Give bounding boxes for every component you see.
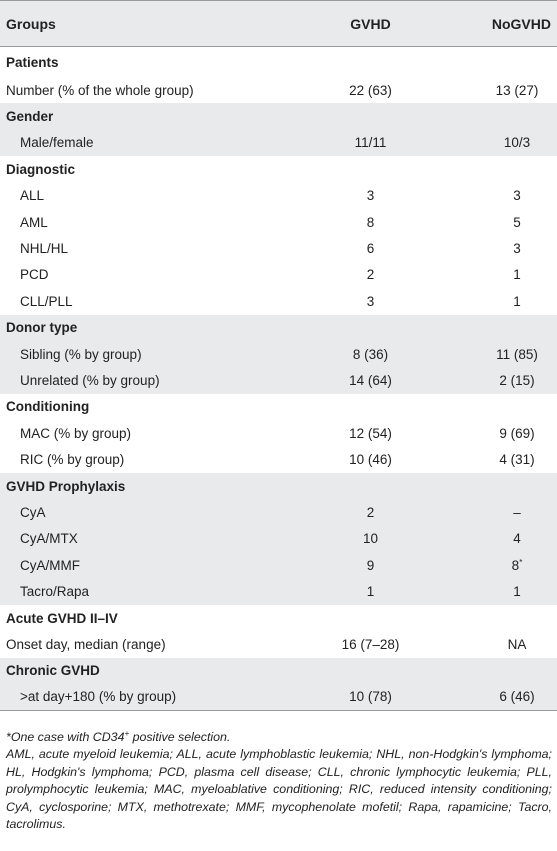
gvhd-value: 3 <box>366 188 375 204</box>
table-row <box>0 446 557 472</box>
footnote-abbreviations: AML, acute myeloid leukemia; ALL, acute lymphoblastic leukemia; NHL, non-Hodgkin's lymphoma; HL, Hodgkin's lymphoma; PCD, plasma cell disease; CLL, chronic lymphocytic leukemia; PLL, prolymphocytic leukemia; MAC, myeloablative conditioning; RIC, reduced intensity conditioning; CyA, cyclosporine; MTX, methotrexate; MMF, mycophenolate mofetil; Rapa, rapamicine; Tacro, tacrolimus. <box>6 747 552 832</box>
section-conditioning <box>0 394 557 420</box>
row-label: CLL/PLL <box>20 293 73 309</box>
nogvhd-value: 1 <box>513 584 521 600</box>
footnote-star-prefix: *One case with CD34 <box>6 730 125 744</box>
table-row <box>0 367 557 393</box>
nogvhd-value: 1 <box>513 267 521 283</box>
gvhd-value: 8 <box>366 214 375 230</box>
row-label: Tacro/Rapa <box>20 584 90 600</box>
section-title: Conditioning <box>6 399 90 415</box>
section-gvhd-prophylaxis <box>0 473 557 499</box>
row-label: >at day+180 (% by group) <box>0 684 298 710</box>
section-patients <box>0 47 557 78</box>
table-row <box>0 183 557 209</box>
table-row <box>0 288 557 314</box>
table-row <box>0 499 557 525</box>
footnote-star <box>6 729 552 746</box>
gvhd-value: 11/11 <box>354 135 387 151</box>
section-title: Donor type <box>6 320 78 336</box>
nogvhd-value: 4 (31) <box>499 452 535 468</box>
row-label: CyA <box>20 504 46 520</box>
row-label: CyA/MTX <box>20 531 78 547</box>
row-label: Number (% of the whole group) <box>6 82 194 98</box>
table-row <box>0 420 557 446</box>
table-row <box>0 235 557 261</box>
nogvhd-value: 8 <box>511 557 520 573</box>
nogvhd-value-cell <box>429 552 557 578</box>
section-title: Patients <box>6 54 59 70</box>
gvhd-value: 2 <box>366 504 375 520</box>
gvhd-value: 1 <box>366 584 375 600</box>
section-gender <box>0 103 557 129</box>
header-groups: Groups <box>0 1 298 47</box>
gvhd-value: 6 <box>366 241 375 257</box>
table-row <box>0 578 557 604</box>
footnote-star-suffix: positive selection. <box>129 730 231 744</box>
table-row <box>0 526 557 552</box>
row-label: Male/female <box>20 135 94 151</box>
gvhd-value: 14 (64) <box>349 372 392 388</box>
nogvhd-value: 5 <box>513 214 521 230</box>
nogvhd-value: 3 <box>513 241 521 257</box>
section-title: Gender <box>6 109 54 125</box>
section-title: Diagnostic <box>6 161 76 177</box>
nogvhd-value: 6 (46) <box>429 684 557 710</box>
row-label: AML <box>20 214 48 230</box>
gvhd-value: 2 <box>366 267 375 283</box>
nogvhd-value: 4 <box>513 531 521 547</box>
gvhd-value: 12 (54) <box>349 425 392 441</box>
gvhd-value: 22 (63) <box>349 82 392 98</box>
row-label: NHL/HL <box>20 241 69 257</box>
nogvhd-value: 1 <box>513 293 521 309</box>
footnote-star-sup: + <box>124 729 130 738</box>
gvhd-value: 9 <box>366 557 375 573</box>
table-row <box>0 341 557 367</box>
row-label: PCD <box>20 267 49 283</box>
section-diagnostic <box>0 156 557 182</box>
gvhd-value: 10 (46) <box>349 452 392 468</box>
row-label: ALL <box>20 188 45 204</box>
section-acute-gvhd <box>0 605 557 631</box>
section-chronic-gvhd <box>0 658 557 684</box>
table-row <box>0 552 557 578</box>
nogvhd-value: – <box>513 504 521 520</box>
gvhd-value: 16 (7–28) <box>341 636 400 652</box>
row-label: Unrelated (% by group) <box>20 372 160 388</box>
section-title: Acute GVHD II–IV <box>6 610 118 626</box>
row-label: Onset day, median (range) <box>6 636 166 652</box>
table-row <box>0 631 557 657</box>
nogvhd-value: 3 <box>513 188 521 204</box>
header-row <box>0 1 557 47</box>
section-title: Chronic GVHD <box>6 663 100 679</box>
table-row <box>0 77 557 103</box>
row-label: MAC (% by group) <box>20 425 132 441</box>
gvhd-value: 8 (36) <box>352 346 389 362</box>
row-label: CyA/MMF <box>20 557 80 573</box>
gvhd-value: 10 (78) <box>298 684 429 710</box>
footnote-marker: * <box>519 557 523 567</box>
table-row <box>0 262 557 288</box>
section-donor-type <box>0 315 557 341</box>
header-gvhd: GVHD <box>298 1 429 47</box>
table-footnotes <box>6 729 552 833</box>
section-title: GVHD Prophylaxis <box>6 478 126 494</box>
header-nogvhd: NoGVHD <box>429 1 557 47</box>
nogvhd-value: NA <box>507 636 527 652</box>
table-row <box>0 209 557 235</box>
nogvhd-value: 9 (69) <box>499 425 535 441</box>
row-label: Sibling (% by group) <box>20 346 142 362</box>
nogvhd-value: 11 (85) <box>496 346 538 362</box>
row-label: RIC (% by group) <box>20 452 125 468</box>
nogvhd-value: 13 (27) <box>495 82 539 98</box>
table-row <box>0 684 557 710</box>
table-row <box>0 130 557 156</box>
nogvhd-value: 10/3 <box>503 135 531 151</box>
nogvhd-value: 2 (15) <box>499 372 535 388</box>
gvhd-value: 10 <box>362 531 379 547</box>
gvhd-value: 3 <box>366 293 375 309</box>
